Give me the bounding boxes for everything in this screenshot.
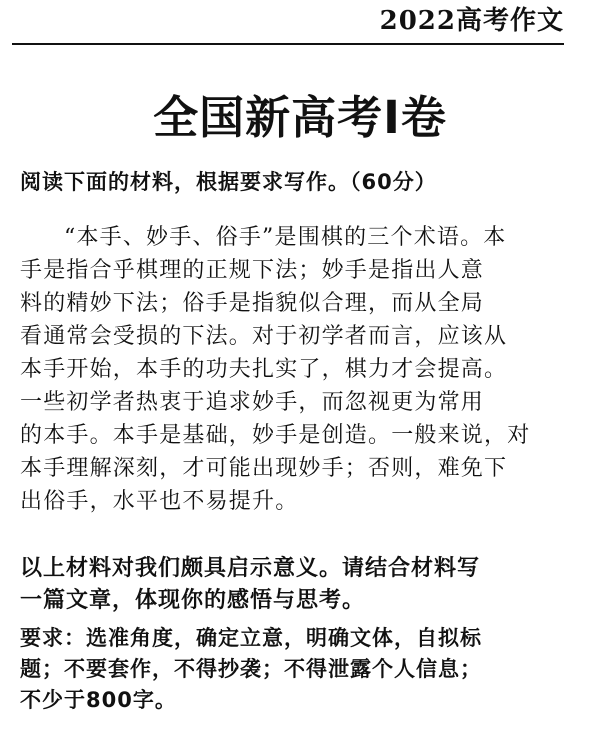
prompt-line: 一篇文章，体现你的感悟与思考。 [20,588,366,613]
material-line: 料的精妙下法；俗手是指貌似合理，而从全局 [20,291,485,316]
requirement-line: 要求：选准角度，确定立意，明确文体，自拟标 [20,626,482,650]
material-passage [20,221,582,518]
requirement-line: 题；不要套作，不得抄袭；不得泄露个人信息； [20,657,482,681]
prompt-line: 以上材料对我们颇具启示意义。请结合材料写 [20,556,481,581]
header-rule [12,43,564,45]
material-line: 手是指合乎棋理的正规下法；妙手是指出人意 [20,258,485,283]
writing-prompt [20,553,580,617]
instruction-text: 阅读下面的材料，根据要求写作。（60分） [20,170,437,194]
page-title: 全国新高考Ⅰ卷 [153,91,447,144]
requirements [20,623,580,716]
material-line: “本手、妙手、俗手”是围棋的三个术语。本 [64,225,507,250]
material-line: 一些初学者热衷于追求妙手，而忽视更为常用 [20,390,485,415]
material-line: 出俗手，水平也不易提升。 [20,489,299,514]
header-title: 2022高考作文 [379,6,564,36]
material-line: 本手开始，本手的功夫扎实了，棋力才会提高。 [20,357,508,382]
material-line: 本手理解深刻，才可能出现妙手；否则，难免下 [20,456,508,481]
requirement-line: 不少于800字。 [20,688,177,712]
material-line: 的本手。本手是基础，妙手是创造。一般来说，对 [20,423,531,448]
material-line: 看通常会受损的下法。对于初学者而言，应该从 [20,324,508,349]
